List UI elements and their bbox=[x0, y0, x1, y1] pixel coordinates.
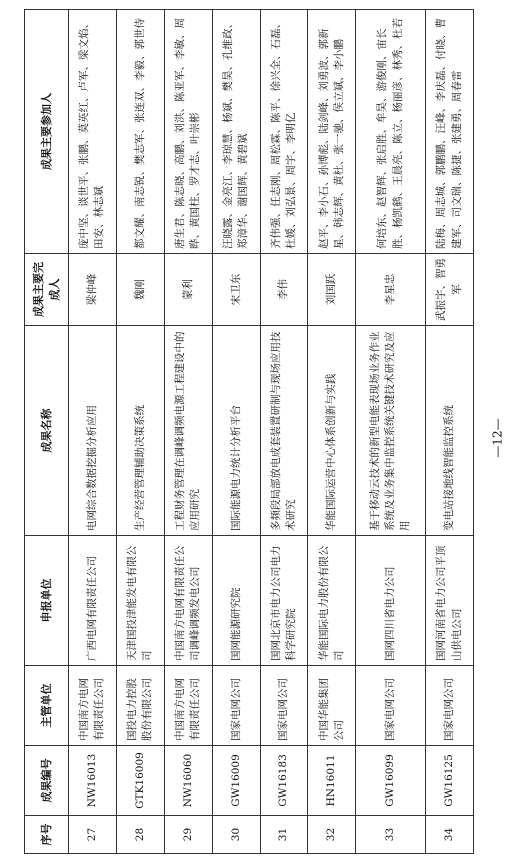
cell-name: 华能国际运营中心体系创新与实践 bbox=[308, 326, 356, 536]
cell-code: GW16183 bbox=[260, 746, 308, 816]
header-no: 序号 bbox=[25, 816, 69, 854]
cell-admin: 国投电力控股股份有限公司 bbox=[116, 666, 164, 746]
table-row bbox=[164, 10, 212, 854]
table-row bbox=[69, 10, 117, 854]
cell-applicant: 广西电网有限责任公司 bbox=[69, 536, 117, 666]
cell-lead: 蒙利 bbox=[164, 254, 212, 326]
cell-admin: 国家电网公司 bbox=[426, 666, 474, 746]
cell-applicant: 国网四川省电力公司 bbox=[356, 536, 426, 666]
cell-members: 陆梅、周志城、郭鹏鹏、汪峰、李庆磊、付晓、曹建军、司文瑞、陈捷、张建勇、周春雷 bbox=[426, 10, 474, 254]
cell-code: GW16125 bbox=[426, 746, 474, 816]
cell-name: 基于移动云技术的新型电能表现场业务作业系统及业务集中监控系统关键技术研究及应用 bbox=[356, 326, 426, 536]
header-lead: 成果主要完成人 bbox=[25, 254, 69, 326]
cell-lead: 武振宇、智勇军 bbox=[426, 254, 474, 326]
table-row bbox=[308, 10, 356, 854]
cell-members: 齐伟强、任志刚、周松霖、陈平、徐兴全、石磊、杜媛、刘弘景、周宇、李明亿 bbox=[260, 10, 308, 254]
cell-name: 工程财务管理在调峰调频电源工程建设中的应用研究 bbox=[164, 326, 212, 536]
cell-no: 33 bbox=[356, 816, 426, 854]
cell-admin: 国家电网公司 bbox=[356, 666, 426, 746]
cell-applicant: 国网河南省电力公司平顶山供电公司 bbox=[426, 536, 474, 666]
cell-lead: 李伟 bbox=[260, 254, 308, 326]
cell-no: 31 bbox=[260, 816, 308, 854]
cell-lead: 李星忠 bbox=[356, 254, 426, 326]
cell-lead: 魏刚 bbox=[116, 254, 164, 326]
page-number bbox=[488, 408, 508, 468]
cell-applicant: 国网能源研究院 bbox=[212, 536, 260, 666]
table-row bbox=[426, 10, 474, 854]
cell-lead: 梁仲峰 bbox=[69, 254, 117, 326]
cell-admin: 国家电网公司 bbox=[260, 666, 308, 746]
cell-no: 30 bbox=[212, 816, 260, 854]
header-members: 成果主要参加人 bbox=[25, 10, 69, 254]
header-applicant: 申报单位 bbox=[25, 536, 69, 666]
cell-no: 29 bbox=[164, 816, 212, 854]
cell-name: 多频段局部放电成套装置研制与现场应用技术研究 bbox=[260, 326, 308, 536]
cell-members: 都文耀、南志锐、樊志军、张连双、李毅、郭世侍 bbox=[116, 10, 164, 254]
header-admin: 主管单位 bbox=[25, 666, 69, 746]
cell-members: 赵平、李小石、孙博彪、陆剑峰、刘勇波、郭新星、韩志辉、黄杜、张一驰、侯立斌、李小鹏 bbox=[308, 10, 356, 254]
cell-admin: 国家电网公司 bbox=[212, 666, 260, 746]
cell-no: 28 bbox=[116, 816, 164, 854]
table-row bbox=[260, 10, 308, 854]
cell-members: 唐生君、陈志晓、高鹏、刘洪、陈亚军、李敏、周晔、黄国柱、罗才志、叶崇彬 bbox=[164, 10, 212, 254]
cell-name: 电网综合数据挖掘分析应用 bbox=[69, 326, 117, 536]
cell-name: 生产经营管理辅助决策系统 bbox=[116, 326, 164, 536]
cell-applicant: 天津国投津能发电有限公司 bbox=[116, 536, 164, 666]
table-row bbox=[212, 10, 260, 854]
cell-code: GW16009 bbox=[212, 746, 260, 816]
achievement-table bbox=[24, 9, 474, 854]
cell-no: 27 bbox=[69, 816, 117, 854]
cell-admin: 中国南方电网有限责任公司 bbox=[69, 666, 117, 746]
header-name: 成果名称 bbox=[25, 326, 69, 536]
cell-lead: 宋卫东 bbox=[212, 254, 260, 326]
cell-applicant: 国网北京市电力公司电力科学研究院 bbox=[260, 536, 308, 666]
cell-admin: 中国南方电网有限责任公司 bbox=[164, 666, 212, 746]
page-number-text: —12— bbox=[491, 418, 505, 458]
cell-lead: 刘国跃 bbox=[308, 254, 356, 326]
cell-code: GW16099 bbox=[356, 746, 426, 816]
header-code: 成果编号 bbox=[25, 746, 69, 816]
cell-no: 34 bbox=[426, 816, 474, 854]
cell-members: 庞中坚、谈世平、张鹏、莫英红、卢军、梁文焰、田安、林志斌 bbox=[69, 10, 117, 254]
cell-members: 何培东、赵智辉、张启胜、牟昊、游俊刚、宙长胜、杨凯鹤、王晨亮、陈立、杨丽彦、林秀、杜若 bbox=[356, 10, 426, 254]
cell-members: 汪晓露、金亮江、李琼慧、杨斌、樊昊、孔维政、郑漳华、谢国辉、黄碧斌 bbox=[212, 10, 260, 254]
cell-code: HN16011 bbox=[308, 746, 356, 816]
cell-admin: 中国华能集团公司 bbox=[308, 666, 356, 746]
table-header-row bbox=[25, 10, 69, 854]
cell-name: 变电站接地线智能监控系统 bbox=[426, 326, 474, 536]
cell-code: NW16060 bbox=[164, 746, 212, 816]
cell-applicant: 华能国际电力股份有限公司 bbox=[308, 536, 356, 666]
rotated-table-wrapper bbox=[20, 0, 495, 864]
cell-applicant: 中国南方电网有限责任公司调峰调频发电公司 bbox=[164, 536, 212, 666]
cell-no: 32 bbox=[308, 816, 356, 854]
cell-code: GTK16009 bbox=[116, 746, 164, 816]
cell-code: NW16013 bbox=[69, 746, 117, 816]
table-row bbox=[356, 10, 426, 854]
table-row bbox=[116, 10, 164, 854]
cell-name: 国际能源电力统计分析平台 bbox=[212, 326, 260, 536]
